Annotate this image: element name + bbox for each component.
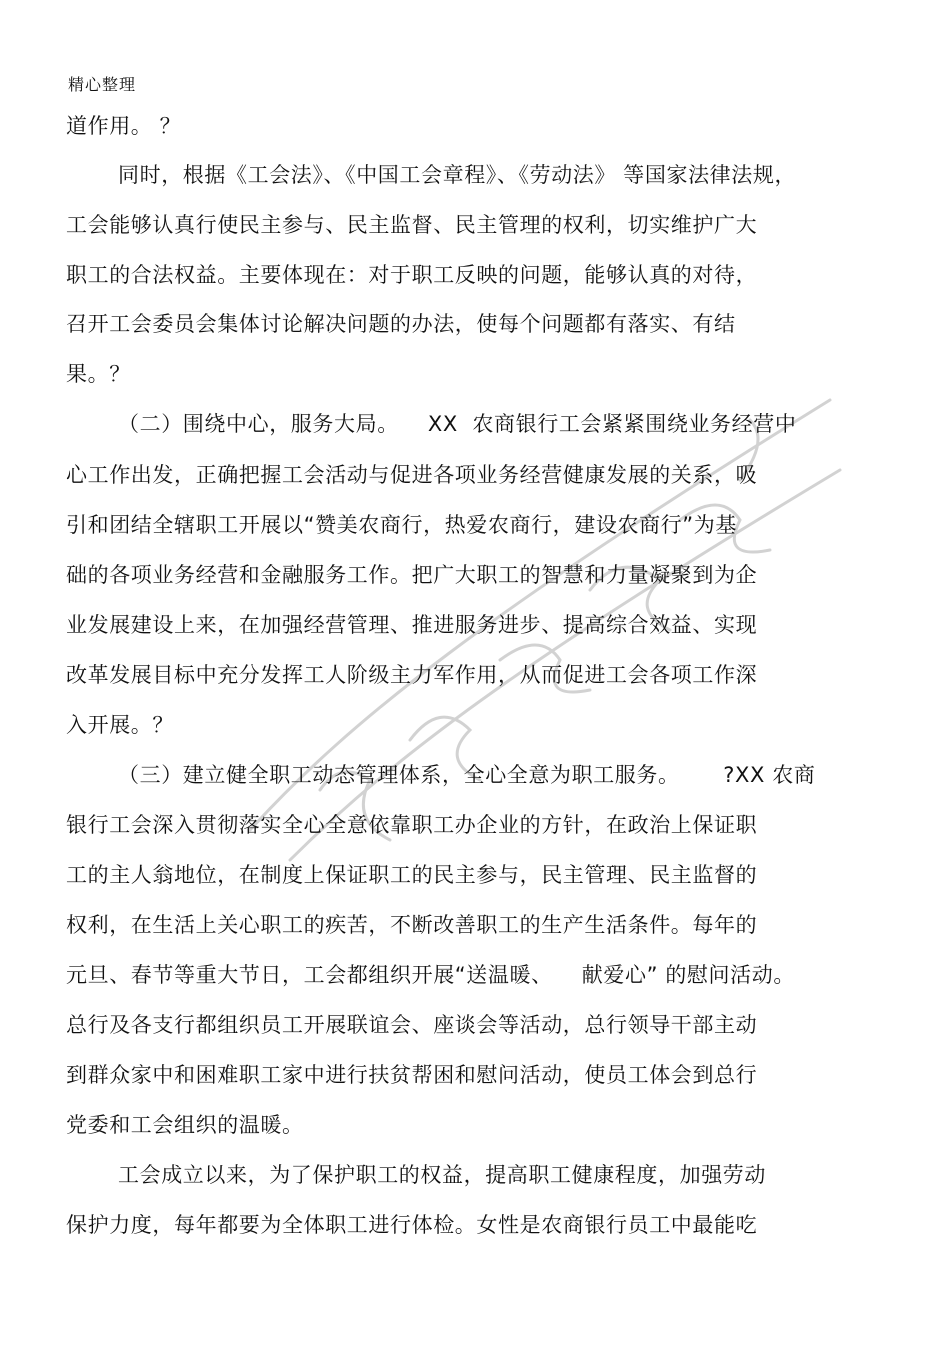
- paragraph-line: 同时，根据《工会法》、《中国工会章程》、《劳动法》 等国家法律法规，: [118, 163, 797, 187]
- paragraph-line: 引和团结全辖职工开展以“赞美农商行，热爱农商行，建设农商行”为基: [66, 513, 737, 537]
- paragraph-line: 工会成立以来，为了保护职工的权益，提高职工健康程度，加强劳动: [118, 1163, 766, 1187]
- paragraph-line: 党委和工会组织的温暖。: [66, 1113, 304, 1137]
- paragraph-line: （二）围绕中心，服务大局。 XX 农商银行工会紧紧围绕业务经营中: [118, 412, 797, 436]
- paragraph-line: 元旦、春节等重大节日，工会都组织开展“送温暖、 献爱心” 的慰问活动。: [66, 963, 795, 987]
- paragraph-line: 果。？: [66, 362, 131, 386]
- paragraph-line: 业发展建设上来，在加强经营管理、推进服务进步、提高综合效益、实现: [66, 613, 758, 637]
- paragraph-line: （三）建立健全职工动态管理体系，全心全意为职工服务。 ?XX 农商: [118, 763, 816, 787]
- page-header: 精心整理: [68, 75, 137, 94]
- paragraph-line: 总行及各支行都组织员工开展联谊会、座谈会等活动，总行领导干部主动: [66, 1013, 758, 1037]
- paragraph-line: 保护力度，每年都要为全体职工进行体检。女性是农商银行员工中最能吃: [66, 1213, 758, 1237]
- paragraph-line: 工的主人翁地位，在制度上保证职工的民主参与，民主管理、民主监督的: [66, 863, 758, 887]
- paragraph-line: 到群众家中和困难职工家中进行扶贫帮困和慰问活动，使员工体会到总行: [66, 1063, 758, 1087]
- paragraph-line: 道作用。 ？: [66, 114, 182, 138]
- paragraph-line: 权利，在生活上关心职工的疾苦，不断改善职工的生产生活条件。每年的: [66, 913, 758, 937]
- paragraph-line: 银行工会深入贯彻落实全心全意依靠职工办企业的方针，在政治上保证职: [66, 813, 758, 837]
- paragraph-line: 改革发展目标中充分发挥工人阶级主力军作用，从而促进工会各项工作深: [66, 663, 758, 687]
- paragraph-line: 职工的合法权益。主要体现在：对于职工反映的问题，能够认真的对待，: [66, 263, 758, 287]
- paragraph-line: 入开展。？: [66, 713, 174, 737]
- paragraph-line: 召开工会委员会集体讨论解决问题的办法，使每个问题都有落实、有结: [66, 312, 736, 336]
- paragraph-line: 础的各项业务经营和金融服务工作。把广大职工的智慧和力量凝聚到为企: [66, 563, 758, 587]
- paragraph-line: 心工作出发，正确把握工会活动与促进各项业务经营健康发展的关系，吸: [66, 463, 758, 487]
- paragraph-line: 工会能够认真行使民主参与、民主监督、民主管理的权利，切实维护广大: [66, 213, 758, 237]
